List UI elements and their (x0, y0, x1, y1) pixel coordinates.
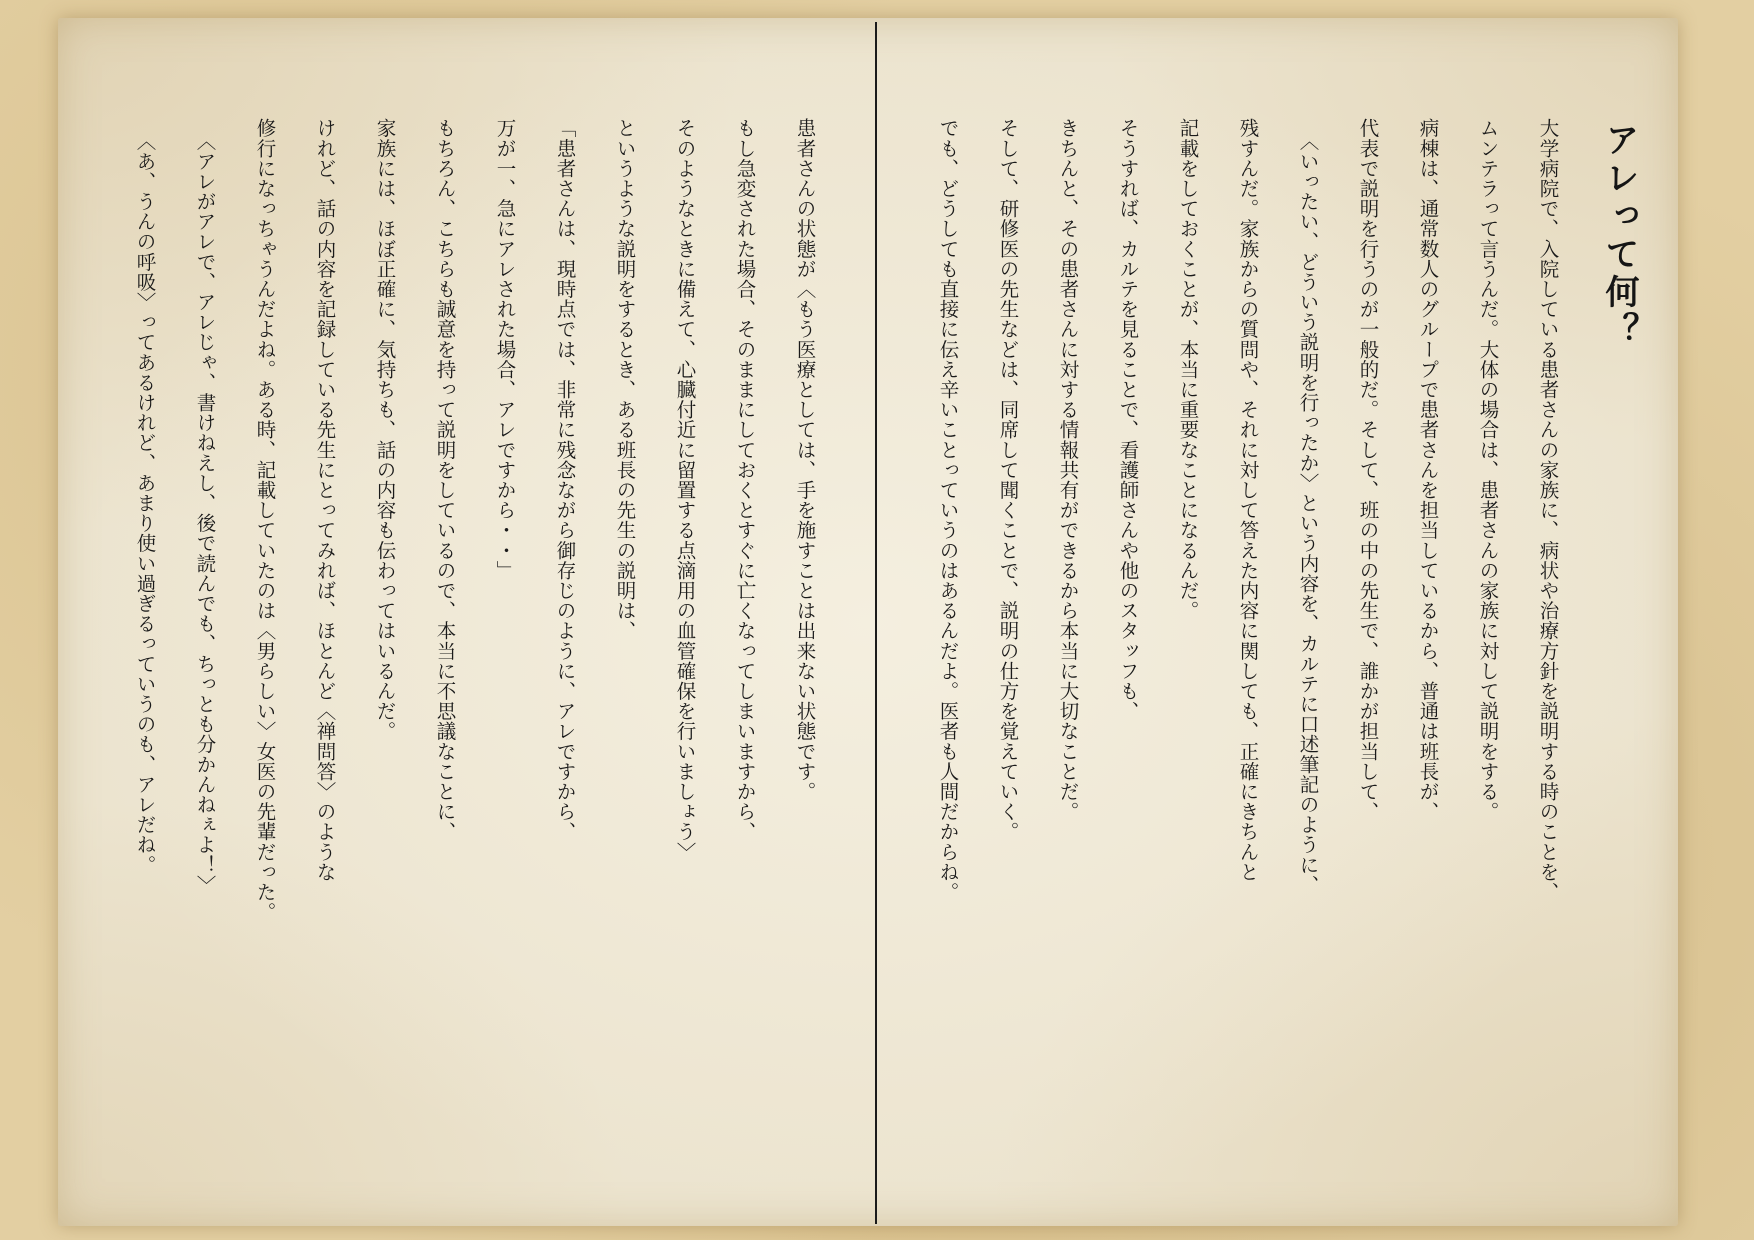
text-line: 「患者さんは、現時点では、非常に残念ながら御存じのように、アレですから、 (553, 118, 577, 842)
text-line: 〈アレがアレで、アレじゃ、書けねえし、後で読んでも、ちっとも分かんねぇよ！〉 (193, 131, 217, 895)
right-page (876, 0, 1696, 1240)
text-line: もし急変された場合、そのままにしておくとすぐに亡くなってしまいますから、 (733, 118, 757, 842)
text-line: 記載をしておくことが、本当に重要なことになるんだ。 (1176, 118, 1200, 621)
text-line: けれど、話の内容を記録している先生にとってみれば、ほとんど〈禅問答〉のような (313, 118, 337, 882)
text-line: というような説明をするとき、ある班長の先生の説明は、 (613, 118, 637, 641)
left-page (58, 0, 876, 1240)
text-line: でも、どうしても直接に伝え辛いことっていうのはあるんだよ。医者も人間だからね。 (936, 118, 960, 902)
page-title: アレって何？ (1599, 122, 1639, 350)
text-line: 代表で説明を行うのが一般的だ。そして、班の中の先生で、誰かが担当して、 (1356, 118, 1380, 822)
text-line: そうすれば、カルテを見ることで、看護師さんや他のスタッフも、 (1116, 118, 1140, 721)
text-line: 病棟は、通常数人のグループで患者さんを担当しているから、普通は班長が、 (1416, 118, 1440, 822)
text-line: 家族には、ほぼ正確に、気持ちも、話の内容も伝わってはいるんだ。 (373, 118, 397, 742)
text-line: そして、研修医の先生などは、同席して聞くことで、説明の仕方を覚えていく。 (996, 118, 1020, 842)
text-line: 大学病院で、入院している患者さんの家族に、病状や治療方針を説明する時のことを、 (1536, 118, 1560, 902)
text-line: もちろん、こちらも誠意を持って説明をしているので、本当に不思議なことに、 (433, 118, 457, 842)
text-line: 〈あ、うんの呼吸〉ってあるけれど、あまり使い過ぎるっていうのも、アレだね。 (133, 131, 157, 875)
text-line: 患者さんの状態が〈もう医療としては、手を施すことは出来ない状態です。 (793, 118, 817, 802)
text-line: 修行になっちゃうんだよね。ある時、記載していたのは〈男らしい〉女医の先輩だった。 (253, 118, 277, 922)
text-line: ムンテラって言うんだ。大体の場合は、患者さんの家族に対して説明をする。 (1476, 118, 1500, 822)
text-line: きちんと、その患者さんに対する情報共有ができるから本当に大切なことだ。 (1056, 118, 1080, 822)
text-line: そのようなときに備えて、心臓付近に留置する点滴用の血管確保を行いましょう〉 (673, 118, 697, 862)
text-line: 万が一、急にアレされた場合、アレですから・・」 (493, 118, 517, 581)
text-line: 残すんだ。家族からの質問や、それに対して答えた内容に関しても、正確にきちんと (1236, 118, 1260, 882)
text-line: 〈いったい、どういう説明を行ったか〉という内容を、カルテに口述筆記のように、 (1296, 131, 1320, 895)
